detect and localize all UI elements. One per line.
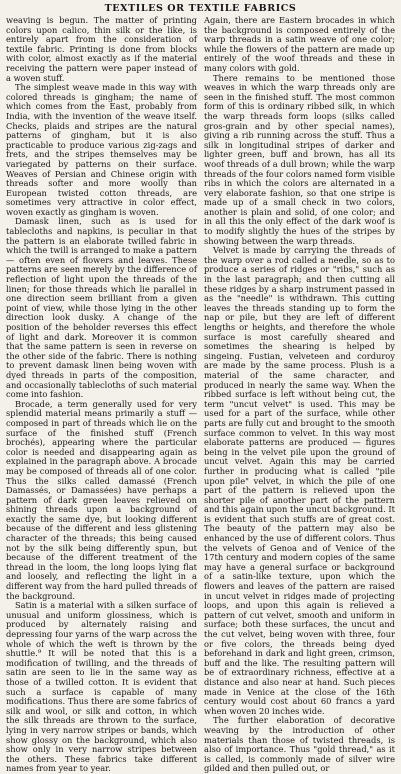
page-header: TEXTILES OR TEXTILE FABRICS <box>104 3 297 14</box>
right-paragraph-1: Again, there are Eastern brocades in which the background is composed entirely of the warp threads in a satin weave of one color; while the flowers of the pattern are made up entirely of the woof threads and these in many colors with gold. <box>204 15 395 73</box>
text-columns <box>6 16 395 774</box>
left-paragraph-4: Brocade, a term generally used for very splendid material means primarily a stuff — composed in part of threads which lie on the surface of the finished stuff (French brochés), appearing where the particular color is needed and disappearing again as explained in the paragraph above. A brocade may be composed of threads all of one color. Thus the silks called damassé (French Damassés, or Damassées) have perhaps a pattern of dark green leaves relieved on shining threads upon a background of exactly the same dye, but looking different because of the different and less glistening character of the threads; this being caused not by the silk being differently spun, but because of the different treatment of the thread in the loom, the long loops lying flat and loosely, and reflecting the light in a different way from the hard pulled threads of the background. <box>6 398 197 601</box>
right-column <box>204 16 395 774</box>
right-paragraph-3: Velvet is made by carrying the threads of the warp over a rod called a needle, so as to produce a series of ridges or "ribs," such as in the last paragraph; and then cutting all these ridges by a sharp instrument passed in as the "needle" is withdrawn. This cutting leaves the threads standing up to form the nap or pile, but they are left of different lengths or heights, and therefore the whole surface is most carefully sheared and sometimes the shearing is helped by singeing. Fustian, velveteen and corduroy are made by the same process. Plush is a material of the same character, and produced in nearly the same way. When the ribbed surface is left without being cut, the term "uncut velvet" is used. This may be used for a part of the surface, while other parts are fully cut and brought to the smooth surface common to velvet. In this way most elaborate patterns are produced — figures being in the velvet pile upon the ground of uncut velvet. Again this may be carried further in producing what is called "pile upon pile" velvet, in which the pile of one part of the pattern is relieved upon the shorter pile of another part of the pattern and this again upon the uncut background. It is evident that such stuffs are of great cost. The beauty of the pattern may also be enhanced by the use of different colors. Thus the velvets of Genoa and of Venice of the 17th century and modern copies of the same may have a general surface or background of a satin-like texture, upon which the flowers and leaves of the pattern are raised in uncut velvet in ridges made of projecting loops, and upon this again is relieved a pattern of cut velvet, smooth and uniform in surface; both these surfaces, the uncut and the cut velvet, being woven with three, four or five colors, the threads being dyed beforehand in dark and light green, crimson, buff and the like. The resulting pattern will be of extraordinary richness, effective at a distance and also near at hand. Such pieces made in Venice at the close of the 16th century would cost about 60 francs a yard when woven 20 inches wide. <box>204 245 395 716</box>
left-paragraph-3: Damask linen, such as is used for tablecloths and napkins, is peculiar in that the pattern is an elaborate twilled fabric in which the twill is arranged to make a pattern — often even of flowers and leaves. These patterns are seen merely by the difference of reflection of light upon the threads of the linen; for those threads which lie parallel in one direction seem brilliant from a given point of view, while those lying in the other direction look dusky. A change of the position of the beholder reverses this effect of light and dark. Moreover it is common that the same pattern is seen in reverse on the other side of the fabric. There is nothing to prevent damask linen being woven with dyed threads in parts of the composition, and occasionally tablecloths of such material come into fashion. <box>6 216 197 400</box>
right-paragraph-2: There remains to be mentioned those weaves in which the warp threads only are seen in the finished stuff. The most common form of this is ordinary ribbed silk, in which the warp threads form loops (silks called gros-grain and by other special names), giving a rib running across the stuff. Thus a silk in longitudinal stripes of darker and lighter green, buff and brown, has all its woof threads of a dull brown; while the warp threads of the four colors named form visible ribs in which the colors are alternated in a very elaborate fashion, so that one stripe is made up of a small check in two colors, another is plain and solid, of one color; and in all this the only effect of the dark woof is to modify slightly the hues of the stripes by showing between the warp threads. <box>204 72 395 246</box>
left-column <box>6 16 197 774</box>
left-paragraph-1: weaving is begun. The matter of printing colors upon calico, thin silk or the like, is entirely apart from the consideration of textile fabric. Printing is done from blocks with color, almost exactly as if the material receiving the pattern were paper instead of a woven stuff. <box>6 15 197 83</box>
left-paragraph-2: The simplest weave made in this way with colored threads is gingham; the name of which comes from the East, probably from India, with the invention of the weave itself. Checks, plaids and stripes are the natural patterns of gingham, but it is also practicable to produce various zig-zags and frets, and the stripes themselves may be variegated by patterns on their surface. Weaves of Persian and Chinese origin with threads softer and more woolly than European twisted cotton threads, are sometimes very attractive in color effect, woven exactly as gingham is woven. <box>6 82 197 217</box>
left-paragraph-5: Satin is a material with a silken surface of unusual and uniform glossiness, which is produced by alternately raising and depressing four yarns of the warp across the whole of which the weft is thrown by the shuttle.⁹ It will be noted that this is a modification of twilling, and the threads of satin are seen to lie in the same way as those of a twilled cotton. It is evident that such a surface is capable of many modifications. Thus there are some fabrics of silk and wool, or silk and cotton, in which the silk threads are thrown to the surface, lying in very narrow stripes or bands, which show glossy on the background, which also show only in very narrow stripes between the others. These fabrics take different names from year to year. <box>6 600 197 774</box>
right-paragraph-4: The further elaboration of decorative weaving by the introduction of other materials than those of twisted threads, is also of importance. Thus "gold thread," as it is called, is commonly made of silver wire gilded and then pulled out, or <box>204 715 395 774</box>
